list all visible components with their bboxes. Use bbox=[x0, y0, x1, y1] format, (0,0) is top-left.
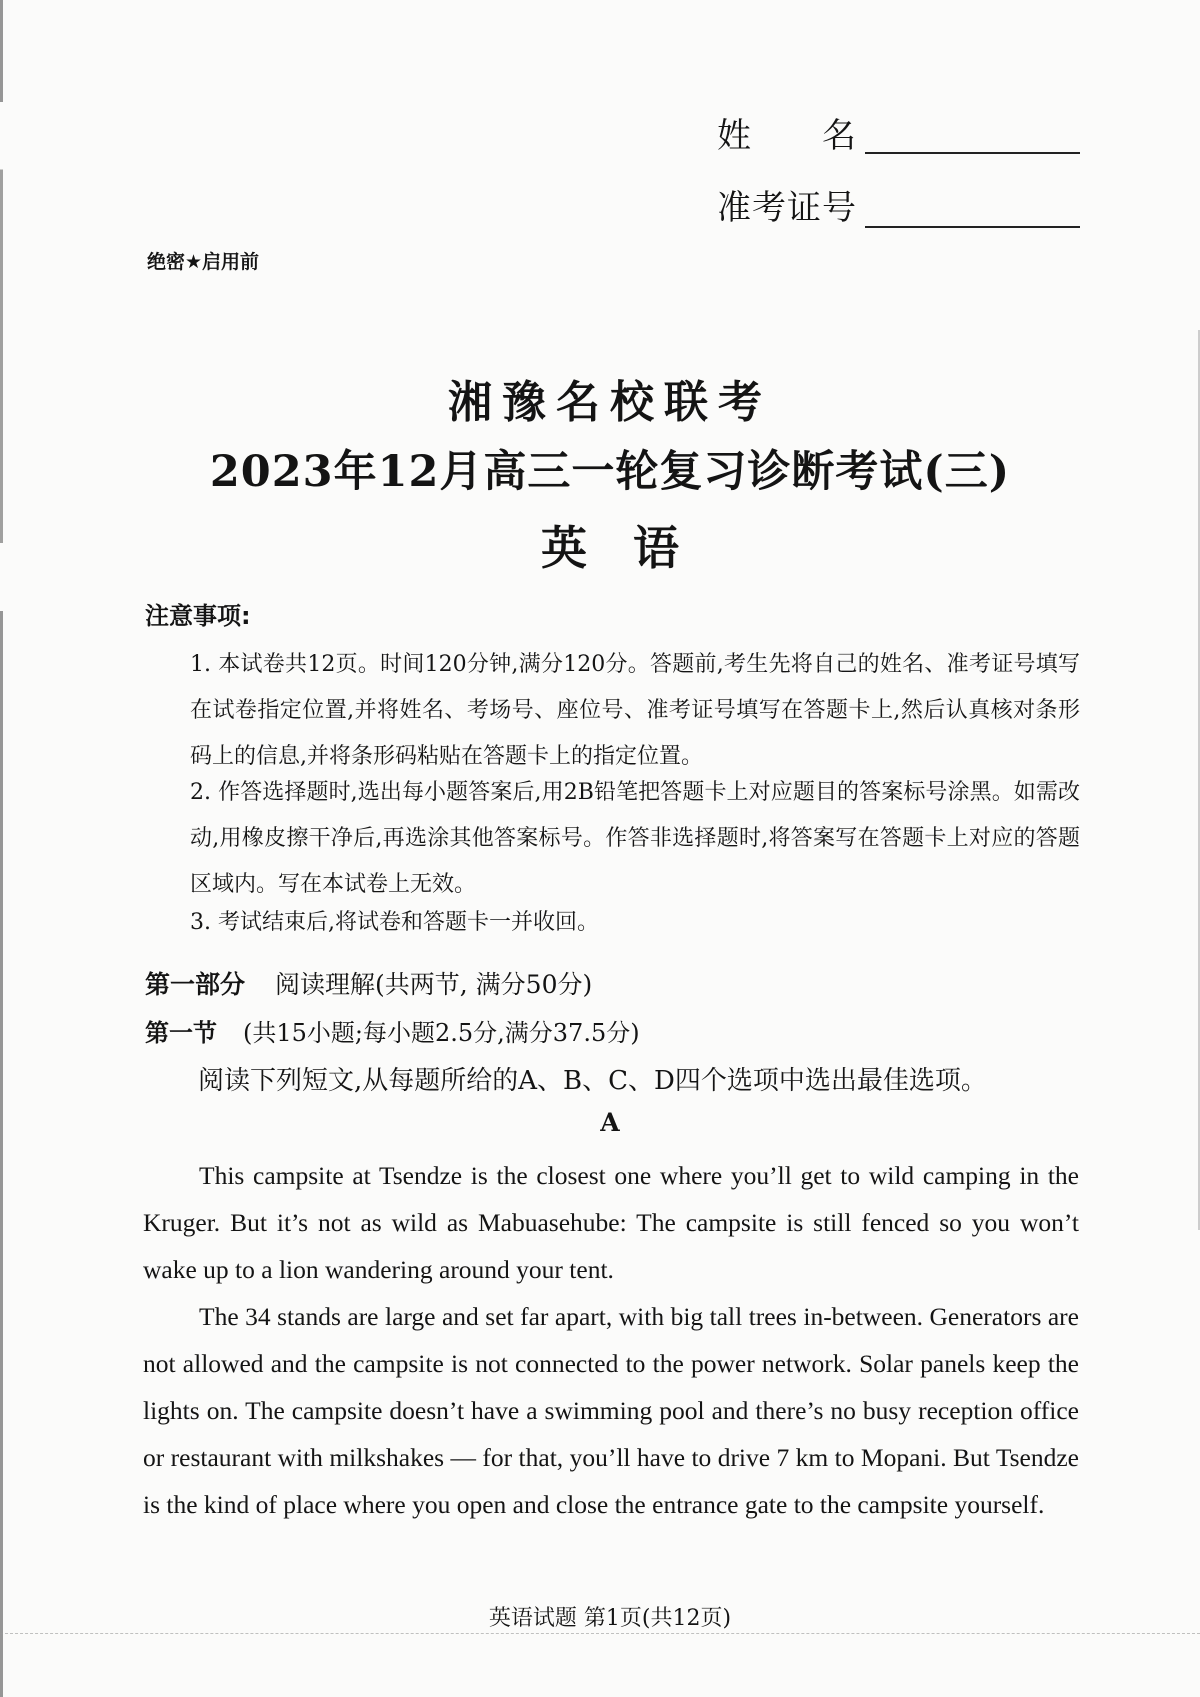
exam-id-label: 准考证号 bbox=[717, 188, 857, 228]
notice-item-number: 3. bbox=[190, 910, 211, 935]
passage-paragraph: This campsite at Tsendze is the closest one where you’ll get to wild camping in the Kruger. But it’s not as wild as Mabuasehube: The campsite is still fenced so you won’t wake up to a lion wandering around your tent. bbox=[143, 1161, 1079, 1284]
section-title: (共15小题;每小题2.5分,满分37.5分) bbox=[243, 1019, 640, 1047]
notice-item bbox=[190, 900, 1080, 946]
page-footer: 英语试题 第1页(共12页) bbox=[488, 1606, 732, 1631]
name-blank bbox=[865, 152, 1080, 154]
section-instruction: 阅读下列短文,从每题所给的A、B、C、D四个选项中选出最佳选项。 bbox=[198, 1066, 987, 1096]
notice-heading: 注意事项: bbox=[145, 602, 251, 630]
exam-id-blank bbox=[865, 226, 1080, 228]
notice-item-number: 1. bbox=[190, 652, 211, 677]
notice-item bbox=[190, 642, 1080, 780]
notice-item-text: 本试卷共12页。时间120分钟,满分120分。答题前,考生先将自己的姓名、准考证号填写在试卷指定位置,并将姓名、考场号、座位号、准考证号填写在答题卡上,然后认真核对条形码上的信息,并将条形码粘贴在答题卡上的指定位置。 bbox=[190, 652, 1080, 769]
section-heading bbox=[145, 1013, 640, 1048]
section-label: 第一节 bbox=[145, 1019, 217, 1047]
exam-org-title: 湘豫名校联考 bbox=[448, 377, 772, 428]
notice-item-text: 考试结束后,将试卷和答题卡一并收回。 bbox=[218, 910, 599, 935]
passage-body bbox=[143, 1152, 1079, 1528]
exam-name-title: 2023年12月高三一轮复习诊断考试(三) bbox=[209, 447, 1011, 497]
notice-item bbox=[190, 770, 1080, 908]
subject-title: 英 语 bbox=[541, 521, 679, 575]
notice-item-text: 作答选择题时,选出每小题答案后,用2B铅笔把答题卡上对应题目的答案标号涂黑。如需改动,用橡皮擦干净后,再选涂其他答案标号。作答非选择题时,将答案写在答题卡上对应的答题区域内。写在本试卷上无效。 bbox=[190, 780, 1080, 897]
passage-letter: A bbox=[600, 1108, 620, 1137]
part-label: 第一部分 bbox=[145, 970, 246, 999]
notice-item-number: 2. bbox=[190, 780, 211, 805]
footer-rule bbox=[0, 1633, 1200, 1634]
scan-edge bbox=[0, 0, 3, 1697]
part-heading bbox=[145, 965, 592, 1001]
classification-mark: 绝密★启用前 bbox=[147, 251, 260, 273]
part-title: 阅读理解(共两节, 满分50分) bbox=[275, 970, 593, 999]
name-label: 姓 名 bbox=[717, 116, 857, 156]
passage-paragraph: The 34 stands are large and set far apart, with big tall trees in-between. Generators are not allowed and the campsite is not connected to the power network. Solar panels keep the lights on. The campsite doesn’t have a swimming pool and there’s no busy reception office or restaurant with milkshakes — for that, you’ll have to drive 7 km to Mopani. But Tsendze is the kind of place where you open and close the entrance gate to the campsite yourself. bbox=[143, 1302, 1079, 1519]
